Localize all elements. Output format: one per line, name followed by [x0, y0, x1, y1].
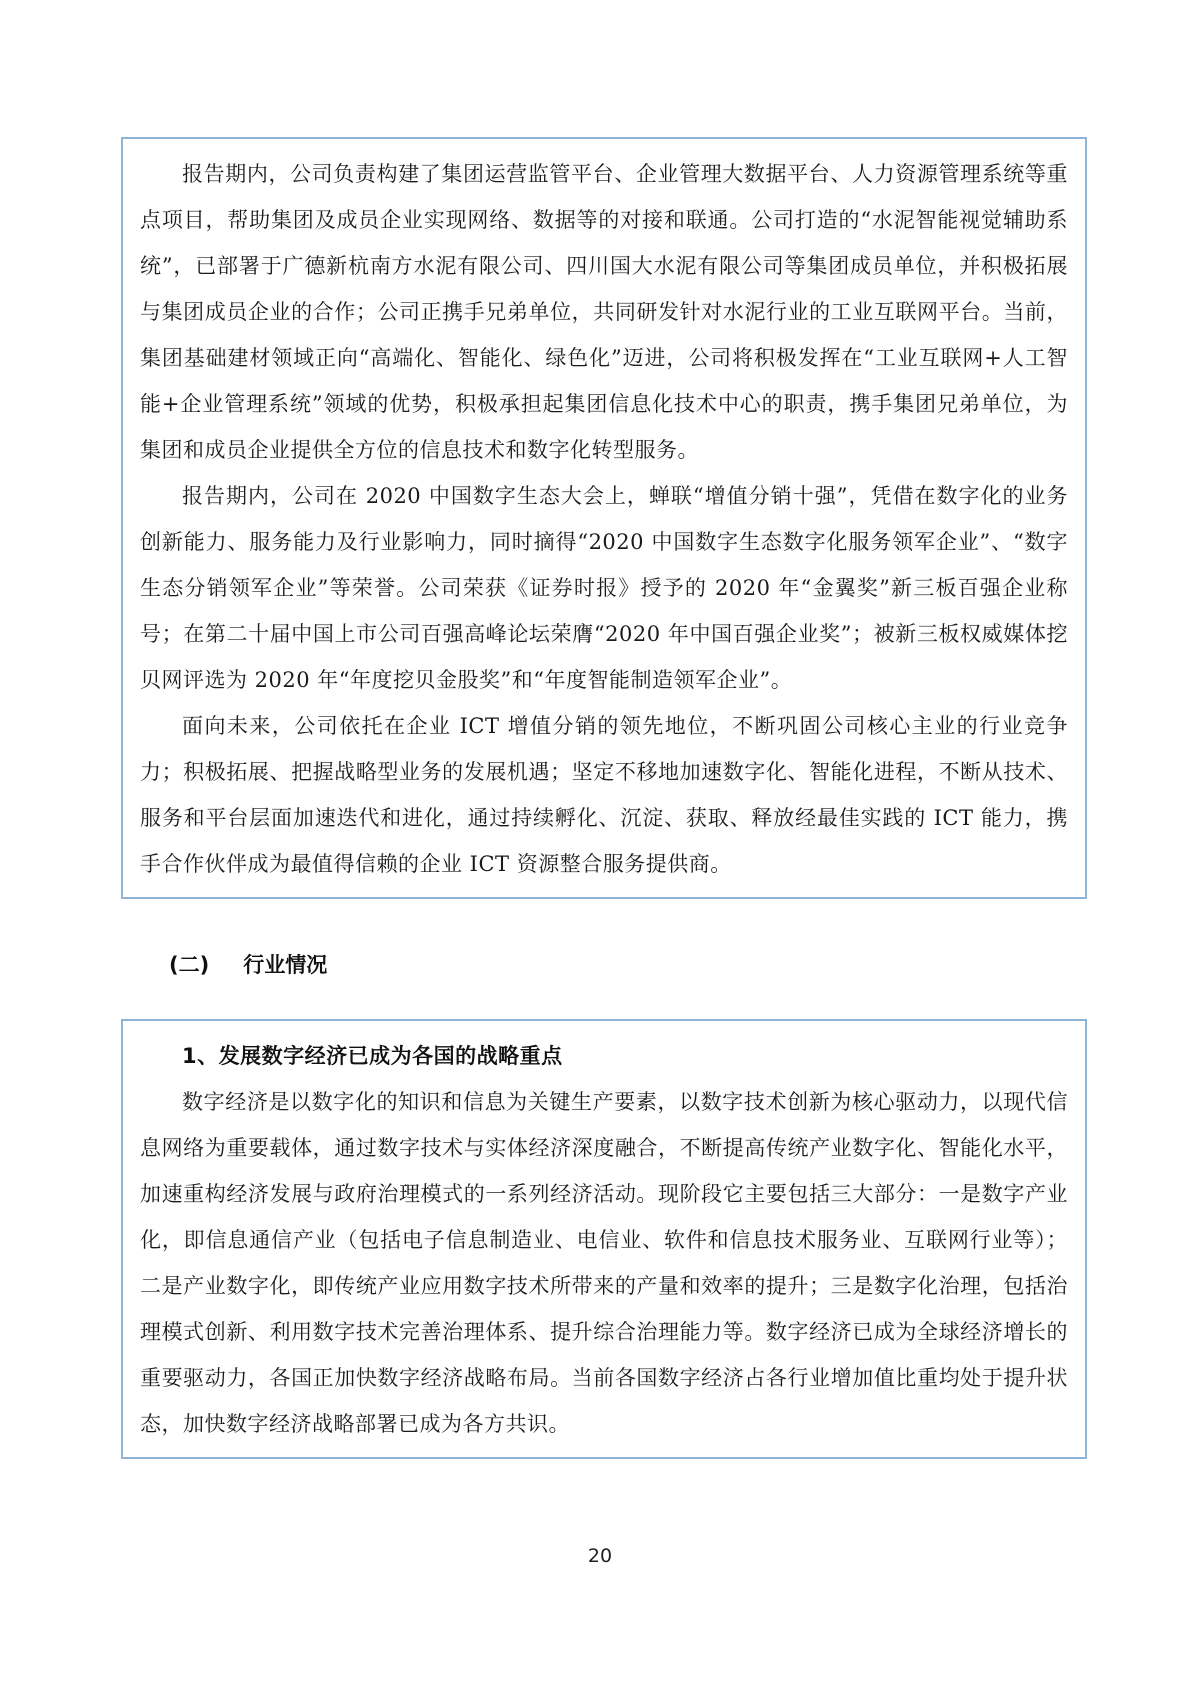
- business-review-box: [121, 137, 1087, 899]
- paragraph-digital-economy: 数字经济是以数字化的知识和信息为关键生产要素，以数字技术创新为核心驱动力，以现代信息网络为重要载体，通过数字技术与实体经济深度融合，不断提高传统产业数字化、智能化水平，加速重构经济发展与政府治理模式的一系列经济活动。现阶段它主要包括三大部分：一是数字产业化，即信息通信产业（包括电子信息制造业、电信业、软件和信息技术服务业、互联网行业等）；二是产业数字化，即传统产业应用数字技术所带来的产量和效率的提升；三是数字化治理，包括治理模式创新、利用数字技术完善治理体系、提升综合治理能力等。数字经济已成为全球经济增长的重要驱动力，各国正加快数字经济战略布局。当前各国数字经济占各行业增加值比重均处于提升状态，加快数字经济战略部署已成为各方共识。: [140, 1090, 1068, 1436]
- section-heading: [169, 949, 1087, 979]
- section-heading-title: 行业情况: [243, 953, 328, 977]
- page-number: 20: [587, 1545, 613, 1567]
- paragraph-group-projects: 报告期内，公司负责构建了集团运营监管平台、企业管理大数据平台、人力资源管理系统等重点项目，帮助集团及成员企业实现网络、数据等的对接和联通。公司打造的“水泥智能视觉辅助系统”，已部署于广德新杭南方水泥有限公司、四川国大水泥有限公司等集团成员单位，并积极拓展与集团成员企业的合作；公司正携手兄弟单位，共同研发针对水泥行业的工业互联网平台。当前，集团基础建材领域正向“高端化、智能化、绿色化”迈进，公司将积极发挥在“工业互联网+人工智能+企业管理系统”领域的优势，积极承担起集团信息化技术中心的职责，携手集团兄弟单位，为集团和成员企业提供全方位的信息技术和数字化转型服务。: [140, 162, 1068, 462]
- industry-overview-box: [121, 1019, 1087, 1459]
- paragraph-outlook: 面向未来，公司依托在企业 ICT 增值分销的领先地位，不断巩固公司核心主业的行业竞争力；积极拓展、把握战略型业务的发展机遇；坚定不移地加速数字化、智能化进程，不断从技术、服务和平台层面加速迭代和进化，通过持续孵化、沉淀、获取、释放经最佳实践的 ICT 能力，携手合作伙伴成为最值得信赖的企业 ICT 资源整合服务提供商。: [140, 714, 1068, 876]
- paragraph-awards: 报告期内，公司在 2020 中国数字生态大会上，蝉联“增值分销十强”，凭借在数字化的业务创新能力、服务能力及行业影响力，同时摘得“2020 中国数字生态数字化服务领军企业”、“数字生态分销领军企业”等荣誉。公司荣获《证券时报》授予的 2020 年“金翼奖”新三板百强企业称号；在第二十届中国上市公司百强高峰论坛荣膺“2020 年中国百强企业奖”；被新三板权威媒体挖贝网评选为 2020 年“年度挖贝金股奖”和“年度智能制造领军企业”。: [140, 484, 1068, 692]
- section-heading-number: (二): [169, 953, 210, 977]
- subsection-heading: 1、发展数字经济已成为各国的战略重点: [182, 1044, 563, 1068]
